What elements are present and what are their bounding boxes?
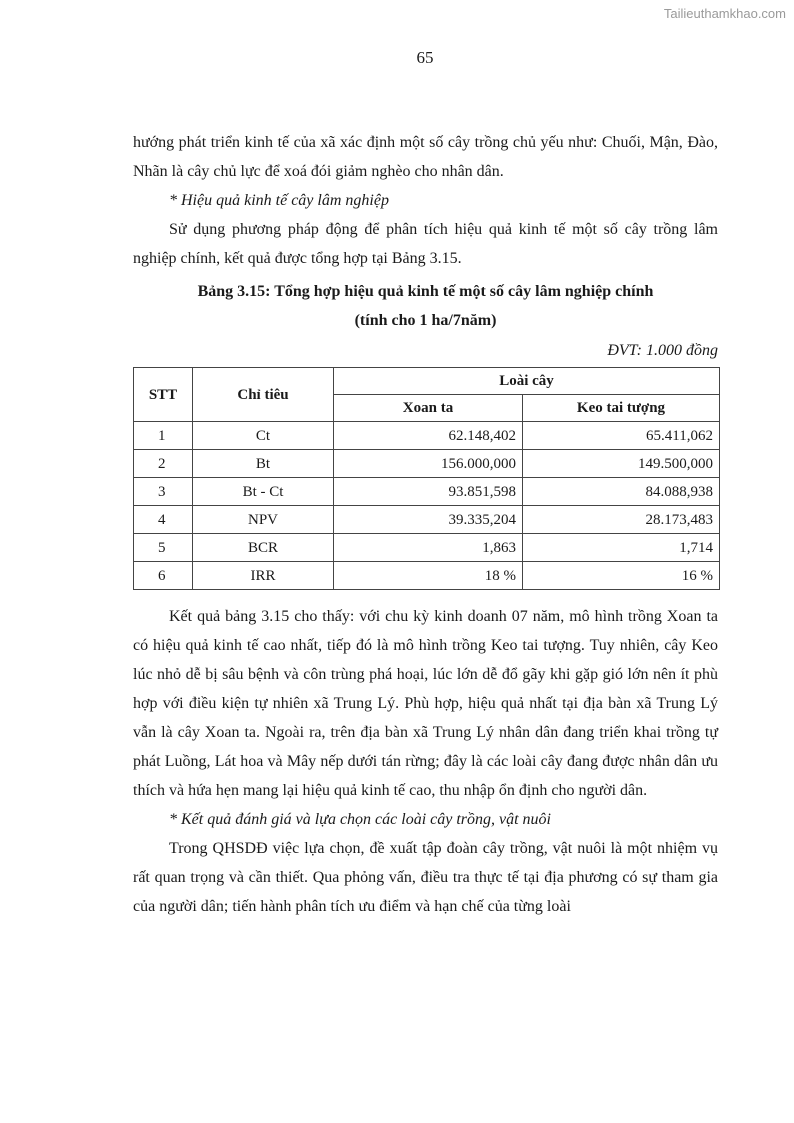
heading-forestry-efficiency: * Hiệu quả kinh tế cây lâm nghiệp <box>169 192 389 209</box>
page-number: 65 <box>416 48 434 67</box>
cell-xoan: 156.000,000 <box>334 450 523 478</box>
paragraph-4: Trong QHSDĐ việc lựa chọn, đề xuất tập đoàn cây trồng, vật nuôi là một nhiệm vụ rất quan trọng và cần thiết. Qua phỏng vấn, điều tra thực tế tại địa phương có sự tham gia của người dân; tiến hành phân tích ưu điểm và hạn chế của từng loài <box>133 840 718 915</box>
table-title <box>133 277 718 335</box>
document-body <box>133 128 718 921</box>
table-row <box>134 562 720 590</box>
cell-name: Bt <box>193 450 334 478</box>
cell-name: Bt - Ct <box>193 478 334 506</box>
paragraph-1: hướng phát triển kinh tế của xã xác định một số cây trồng chủ yếu như: Chuối, Mận, Đào, Nhãn là cây chủ lực để xoá đói giảm nghèo cho nhân dân. <box>133 134 718 180</box>
heading-evaluation: * Kết quả đánh giá và lựa chọn các loài cây trồng, vật nuôi <box>169 811 551 828</box>
cell-xoan: 18 % <box>334 562 523 590</box>
table-row <box>134 450 720 478</box>
cell-stt: 6 <box>134 562 193 590</box>
cell-keo: 65.411,062 <box>523 422 720 450</box>
table-row <box>134 478 720 506</box>
cell-keo: 28.173,483 <box>523 506 720 534</box>
table-row <box>134 422 720 450</box>
header-loaicay: Loài cây <box>334 368 720 395</box>
table-title-line2: (tính cho 1 ha/7năm) <box>354 312 497 329</box>
cell-name: Ct <box>193 422 334 450</box>
header-keo: Keo tai tượng <box>523 395 720 422</box>
cell-stt: 4 <box>134 506 193 534</box>
cell-keo: 84.088,938 <box>523 478 720 506</box>
cell-keo: 16 % <box>523 562 720 590</box>
efficiency-table <box>133 367 720 590</box>
cell-name: IRR <box>193 562 334 590</box>
cell-keo: 149.500,000 <box>523 450 720 478</box>
paragraph-2: Sử dụng phương pháp động để phân tích hiệu quả kinh tế một số cây trồng lâm nghiệp chính, kết quả được tổng hợp tại Bảng 3.15. <box>133 221 718 267</box>
cell-stt: 3 <box>134 478 193 506</box>
table-title-line1: Bảng 3.15: Tổng hợp hiệu quả kinh tế một số cây lâm nghiệp chính <box>197 283 654 300</box>
cell-stt: 2 <box>134 450 193 478</box>
paragraph-3: Kết quả bảng 3.15 cho thấy: với chu kỳ kinh doanh 07 năm, mô hình trồng Xoan ta có hiệu quả kinh tế cao nhất, tiếp đó là mô hình trồng Keo tai tượng. Tuy nhiên, cây Keo lúc nhỏ dễ bị sâu bệnh và côn trùng phá hoại, lúc lớn dễ đổ gãy khi gặp gió lớn nên ít phù hợp với điều kiện tự nhiên xã Trung Lý. Phù hợp, hiệu quả nhất tại địa bàn xã Trung Lý vẫn là cây Xoan ta. Ngoài ra, trên địa bàn xã Trung Lý nhân dân đang triển khai trồng tự phát Luồng, Lát hoa và Mây nếp dưới tán rừng; đây là các loài cây đang được nhân dân ưu thích và hứa hẹn mang lại hiệu quả kinh tế cao, thu nhập ổn định cho người dân. <box>133 608 718 799</box>
header-xoan: Xoan ta <box>334 395 523 422</box>
table-row <box>134 534 720 562</box>
cell-keo: 1,714 <box>523 534 720 562</box>
table-row <box>134 506 720 534</box>
cell-stt: 1 <box>134 422 193 450</box>
cell-xoan: 93.851,598 <box>334 478 523 506</box>
cell-name: BCR <box>193 534 334 562</box>
cell-stt: 5 <box>134 534 193 562</box>
watermark: Tailieuthamkhao.com <box>663 6 786 21</box>
cell-name: NPV <box>193 506 334 534</box>
cell-xoan: 39.335,204 <box>334 506 523 534</box>
header-chitieu: Chỉ tiêu <box>193 368 334 422</box>
cell-xoan: 1,863 <box>334 534 523 562</box>
table-unit: ĐVT: 1.000 đồng <box>607 342 718 359</box>
header-stt: STT <box>134 368 193 422</box>
cell-xoan: 62.148,402 <box>334 422 523 450</box>
